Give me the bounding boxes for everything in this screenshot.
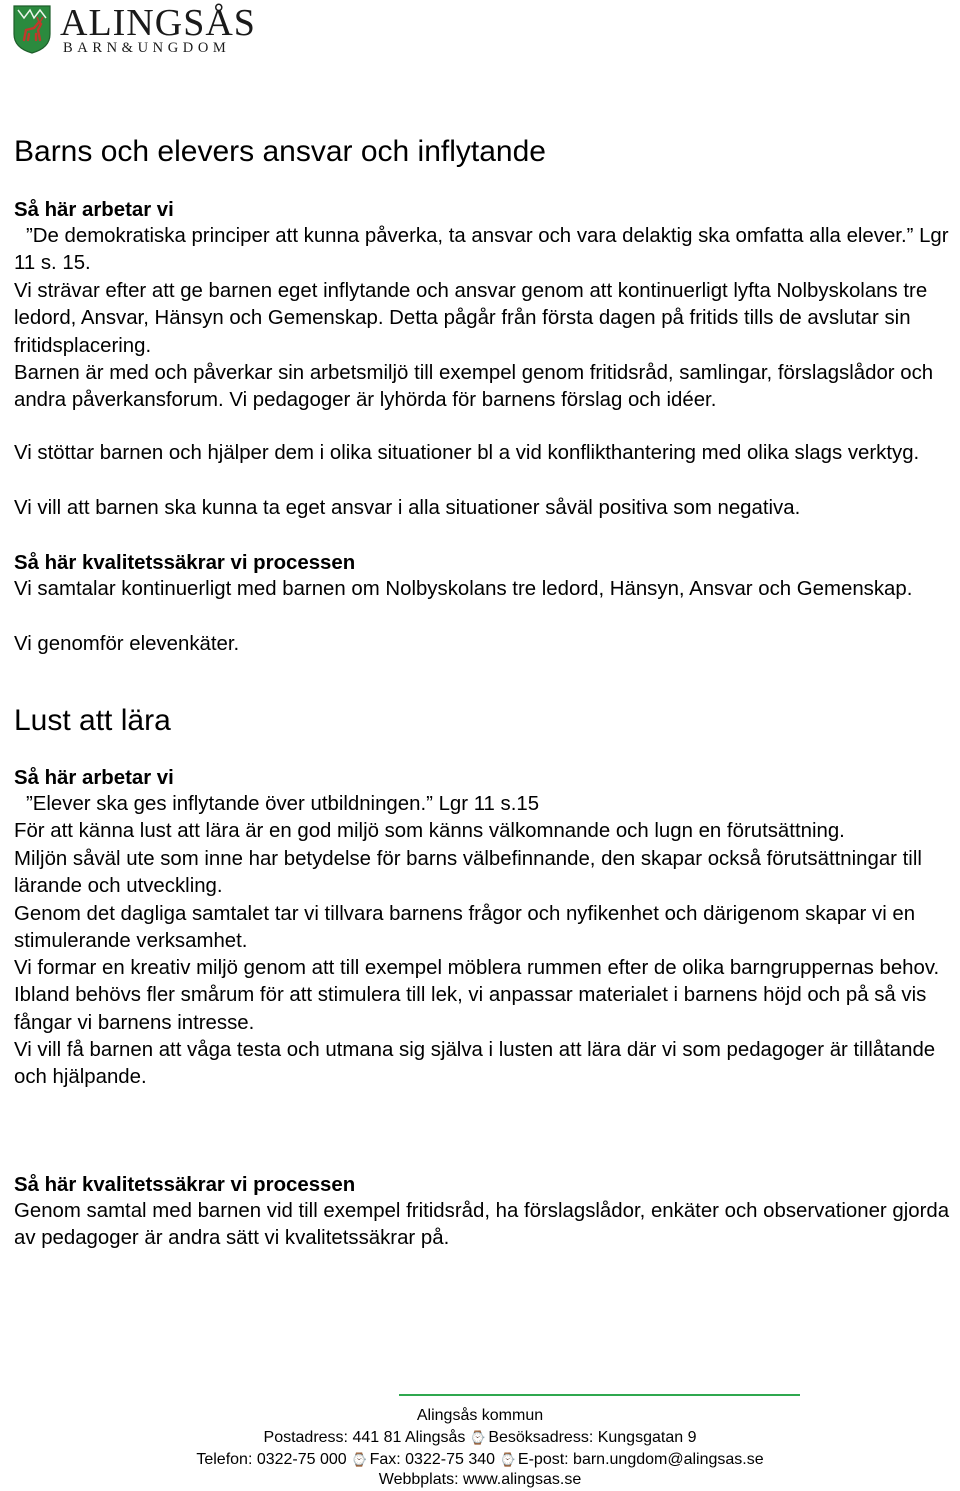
- coat-of-arms-icon: [12, 4, 52, 54]
- clock-separator-icon: ⌚: [499, 1452, 516, 1467]
- footer-divider: [399, 1394, 800, 1396]
- paragraph: Genom det dagliga samtalet tar vi tillvara barnens frågor och nyfikenhet och därigenom skapar vi en stimulerande verksamhet.: [14, 903, 916, 953]
- section-heading-arbetar: Så här arbetar vi: [14, 199, 174, 221]
- paragraph: Vi formar en kreativ miljö genom att till exempel möblera rummen efter de olika barngruppernas behov. Ibland behövs fler smårum för att stimulera till lek, vi anpassar materialet i barnens höjd och på så vis fångar vi barnens intresse.: [14, 957, 940, 1034]
- paragraph: Vi strävar efter att ge barnen eget inflytande och ansvar genom att kontinuerligt lyfta Nolbyskolans tre ledord, Ansvar, Hänsyn och Gemenskap. Detta pågår från första dagen på fritids tills de avslutar sin fritidsplacering.: [14, 280, 928, 357]
- footer-fax: Fax: 0322-75 340: [369, 1451, 496, 1468]
- footer-phone: Telefon: 0322-75 000: [196, 1451, 347, 1468]
- clock-separator-icon: ⌚: [351, 1452, 368, 1467]
- section-title-lust: Lust att lära: [14, 704, 171, 737]
- paragraph: För att känna lust att lära är en god miljö som känns välkomnande och lugn en förutsättning.: [14, 820, 845, 842]
- section-heading-kvalitet: Så här kvalitetssäkrar vi processen: [14, 1174, 356, 1196]
- section-heading-arbetar: Så här arbetar vi: [14, 767, 174, 789]
- paragraph: Vi samtalar kontinuerligt med barnen om Nolbyskolans tre ledord, Hänsyn, Ansvar och Gemenskap.: [14, 578, 913, 600]
- logo-subtitle: BARN&UNGDOM: [63, 40, 231, 56]
- footer-visit: Besöksadress: Kungsgatan 9: [488, 1429, 697, 1446]
- section-heading-kvalitet: Så här kvalitetssäkrar vi processen: [14, 552, 356, 574]
- logo-name: ALINGSÅS: [60, 2, 256, 44]
- clock-separator-icon: ⌚: [469, 1430, 487, 1445]
- footer-postal: Postadress: 441 81 Alingsås: [263, 1429, 466, 1446]
- paragraph: Vi vill att barnen ska kunna ta eget ansvar i alla situationer såväl positiva som negativa.: [14, 497, 801, 519]
- paragraph: Vi genomför elevenkäter.: [14, 633, 240, 655]
- paragraph: Miljön såväl ute som inne har betydelse för barns välbefinnande, den skapar också förutsättningar till lärande och utveckling.: [14, 848, 922, 898]
- curriculum-quote: ”Elever ska ges inflytande över utbildningen.” Lgr 11 s.15: [26, 793, 540, 815]
- footer-website: Webbplats: www.alingsas.se: [378, 1471, 582, 1488]
- paragraph: Vi vill få barnen att våga testa och utmana sig själva i lusten att lära där vi som pedagoger är tillåtande och hjälpande.: [14, 1039, 936, 1089]
- footer-organization: Alingsås kommun: [416, 1407, 544, 1424]
- footer-contact: [0, 1449, 960, 1471]
- alingsas-logo: [10, 2, 256, 58]
- footer-addresses: [0, 1427, 960, 1449]
- paragraph: Vi stöttar barnen och hjälper dem i olika situationer bl a vid konflikthantering med olika slags verktyg.: [14, 442, 920, 464]
- footer-email: E-post: barn.ungdom@alingsas.se: [517, 1451, 764, 1468]
- curriculum-quote: ”De demokratiska principer att kunna påverka, ta ansvar och vara delaktig ska omfatta alla elever.” Lgr 11 s. 15.: [14, 225, 949, 275]
- paragraph: Genom samtal med barnen vid till exempel fritidsråd, ha förslagslådor, enkäter och observationer gjorda av pedagoger är andra sätt vi kvalitetssäkrar på.: [14, 1200, 950, 1250]
- section-title-ansvar: Barns och elevers ansvar och inflytande: [14, 135, 546, 168]
- paragraph: Barnen är med och påverkar sin arbetsmiljö till exempel genom fritidsråd, samlingar, förslagslådor och andra påverkansforum. Vi pedagoger är lyhörda för barnens förslag och idéer.: [14, 362, 934, 412]
